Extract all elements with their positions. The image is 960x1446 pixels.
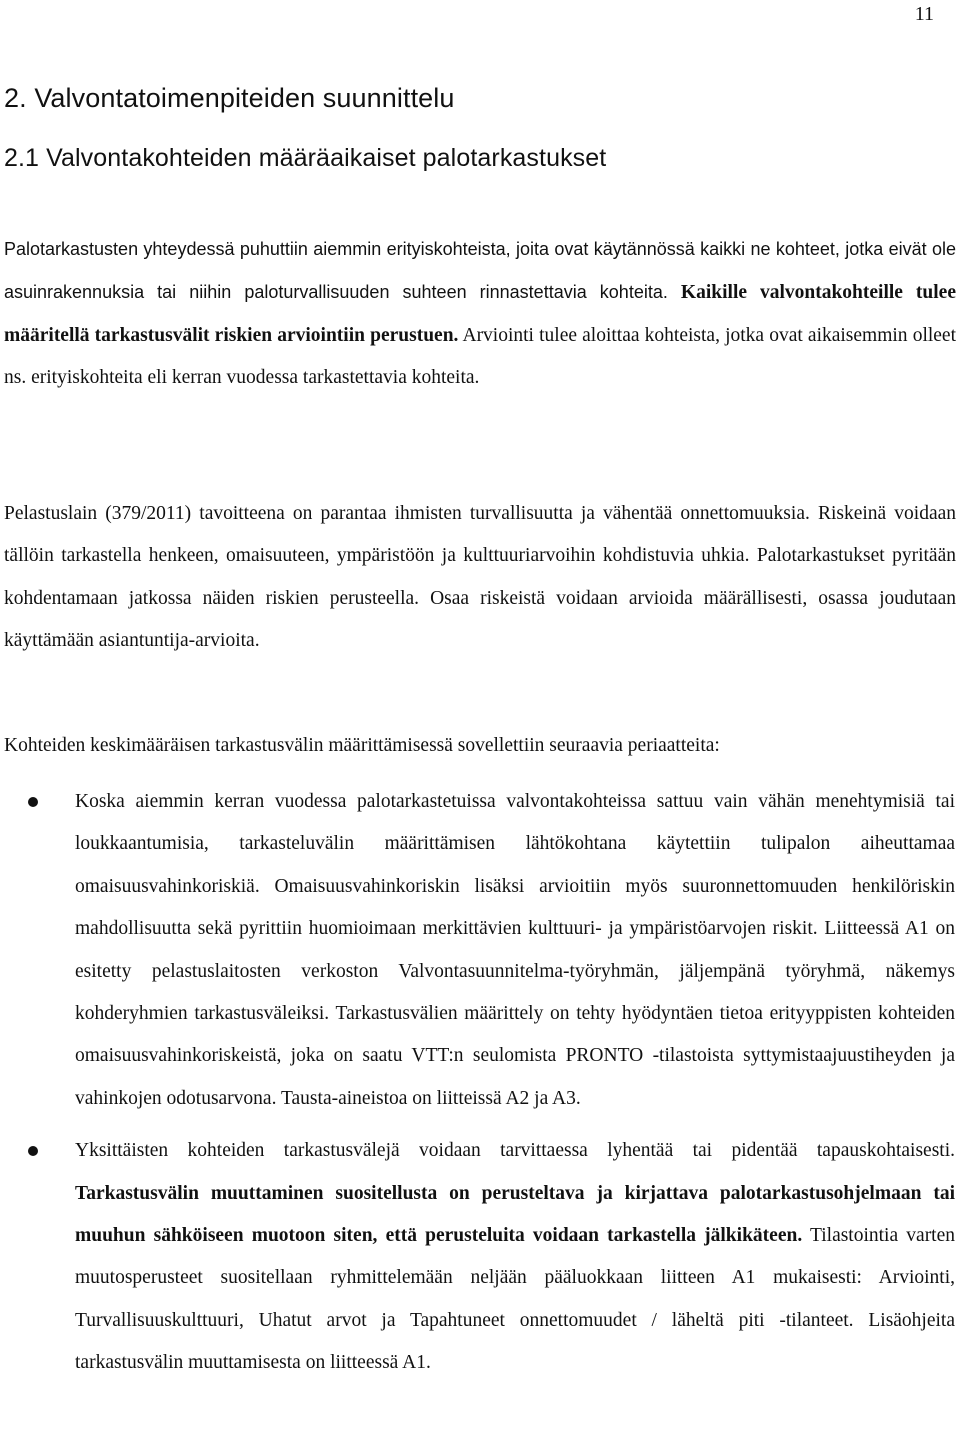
bullet-icon xyxy=(28,1146,38,1156)
paragraph-intro-continuation: Arviointi tulee aloittaa kohteista, jotka ovat aikaisemmin olleet ns. erityiskohteita eli kerran vuodessa tarkastettavia kohteita. xyxy=(4,324,957,389)
paragraph-intro-text: Palotarkastusten yhteydessä puhuttiin aiemmin erityiskohteista, joita ovat käytännössä kaikki ne kohteet, jotka eivät ole asuinrakennuksia tai niihin paloturvallisuuden suhteen rinnastettavia kohteita. xyxy=(4,239,956,303)
list-item-emphasis: Tarkastusvälin muuttaminen suositellusta on perusteltava ja kirjattava palotarkastusohjelmaan tai muuhun sähköiseen muotoon siten, että perusteluita voidaan tarkastella jälkikäteen. xyxy=(75,1182,955,1247)
list-item-text-end: Tilastointia varten muutosperusteet suositellaan ryhmittelemään neljään pääluokkaan liitteen A1 mukaisesti: Arviointi, Turvallisuuskulttuuri, Uhatut arvot ja Tapahtuneet onnettomuudet / läheltä piti -tilanteet. Lisäohjeita tarkastusvälin muuttamisesta on liitteessä A1. xyxy=(75,1225,956,1374)
list-item xyxy=(0,1130,960,1384)
paragraph-rescue-act: Pelastuslain (379/2011) tavoitteena on parantaa ihmisten turvallisuutta ja vähentää onnettomuuksia. Riskeinä voidaan tällöin tarkastella henkeen, omaisuuteen, ympäristöön ja kulttuuriarvoihin kohdistuvia uhkia. Palotarkastukset pyritään kohdentamaan jatkossa näiden riskien perusteella. Osaa riskeistä voidaan arvioida määrällisesti, osassa joudutaan käyttämään asiantuntija-arvioita. xyxy=(4,503,956,652)
principles-list xyxy=(0,781,960,1395)
chapter-heading: 2. Valvontatoimenpiteiden suunnittelu xyxy=(4,83,455,113)
list-item-text-start: Yksittäisten kohteiden tarkastusvälejä voidaan tarvittaessa lyhentää tai pidentää tapauskohtaisesti. xyxy=(75,1140,955,1162)
bullet-icon xyxy=(28,797,38,807)
page-number: 11 xyxy=(914,3,934,25)
list-item xyxy=(0,781,960,1120)
paragraph-principles-intro: Kohteiden keskimääräisen tarkastusvälin määrittämisessä sovellettiin seuraavia periaatteita: xyxy=(4,735,720,756)
list-item-text: Koska aiemmin kerran vuodessa palotarkastetuissa valvontakohteissa sattuu vain vähän menehtymisiä tai loukkaantumisia, tarkasteluvälin määrittämisen lähtökohtana käytettiin tulipalon aiheuttamaa omaisuusvahinkoriskiä. Omaisuusvahinkoriskin lisäksi arvioitiin myös suuronnettomuuden henkilöriskin mahdollisuutta sekä pyrittiin huomioimaan merkittävien kulttuuri- ja ympäristöarvojen riskit. Liitteessä A1 on esitetty pelastuslaitosten verkoston Valvontasuunnitelma-työryhmän, jäljempänä työryhmä, näkemys kohderyhmien tarkastusväleiksi. Tarkastusvälien määrittely on tehty hyödyntäen tietoa erityyppisten kohteiden omaisuusvahinkoriskeistä, joka on saatu VTT:n seulomista PRONTO -tilastoista syttymistaajuustiheyden ja vahinkojen odotusarvona. Tausta-aineistoa on liitteissä A2 ja A3. xyxy=(75,791,955,1109)
paragraph-intro xyxy=(4,228,956,400)
paragraph-intro-emphasis: Kaikille valvontakohteille tulee määritellä tarkastusvälit riskien arviointiin perustuen. xyxy=(4,282,956,346)
section-heading: 2.1 Valvontakohteiden määräaikaiset palotarkastukset xyxy=(4,144,607,172)
list-item-text xyxy=(75,1130,955,1384)
